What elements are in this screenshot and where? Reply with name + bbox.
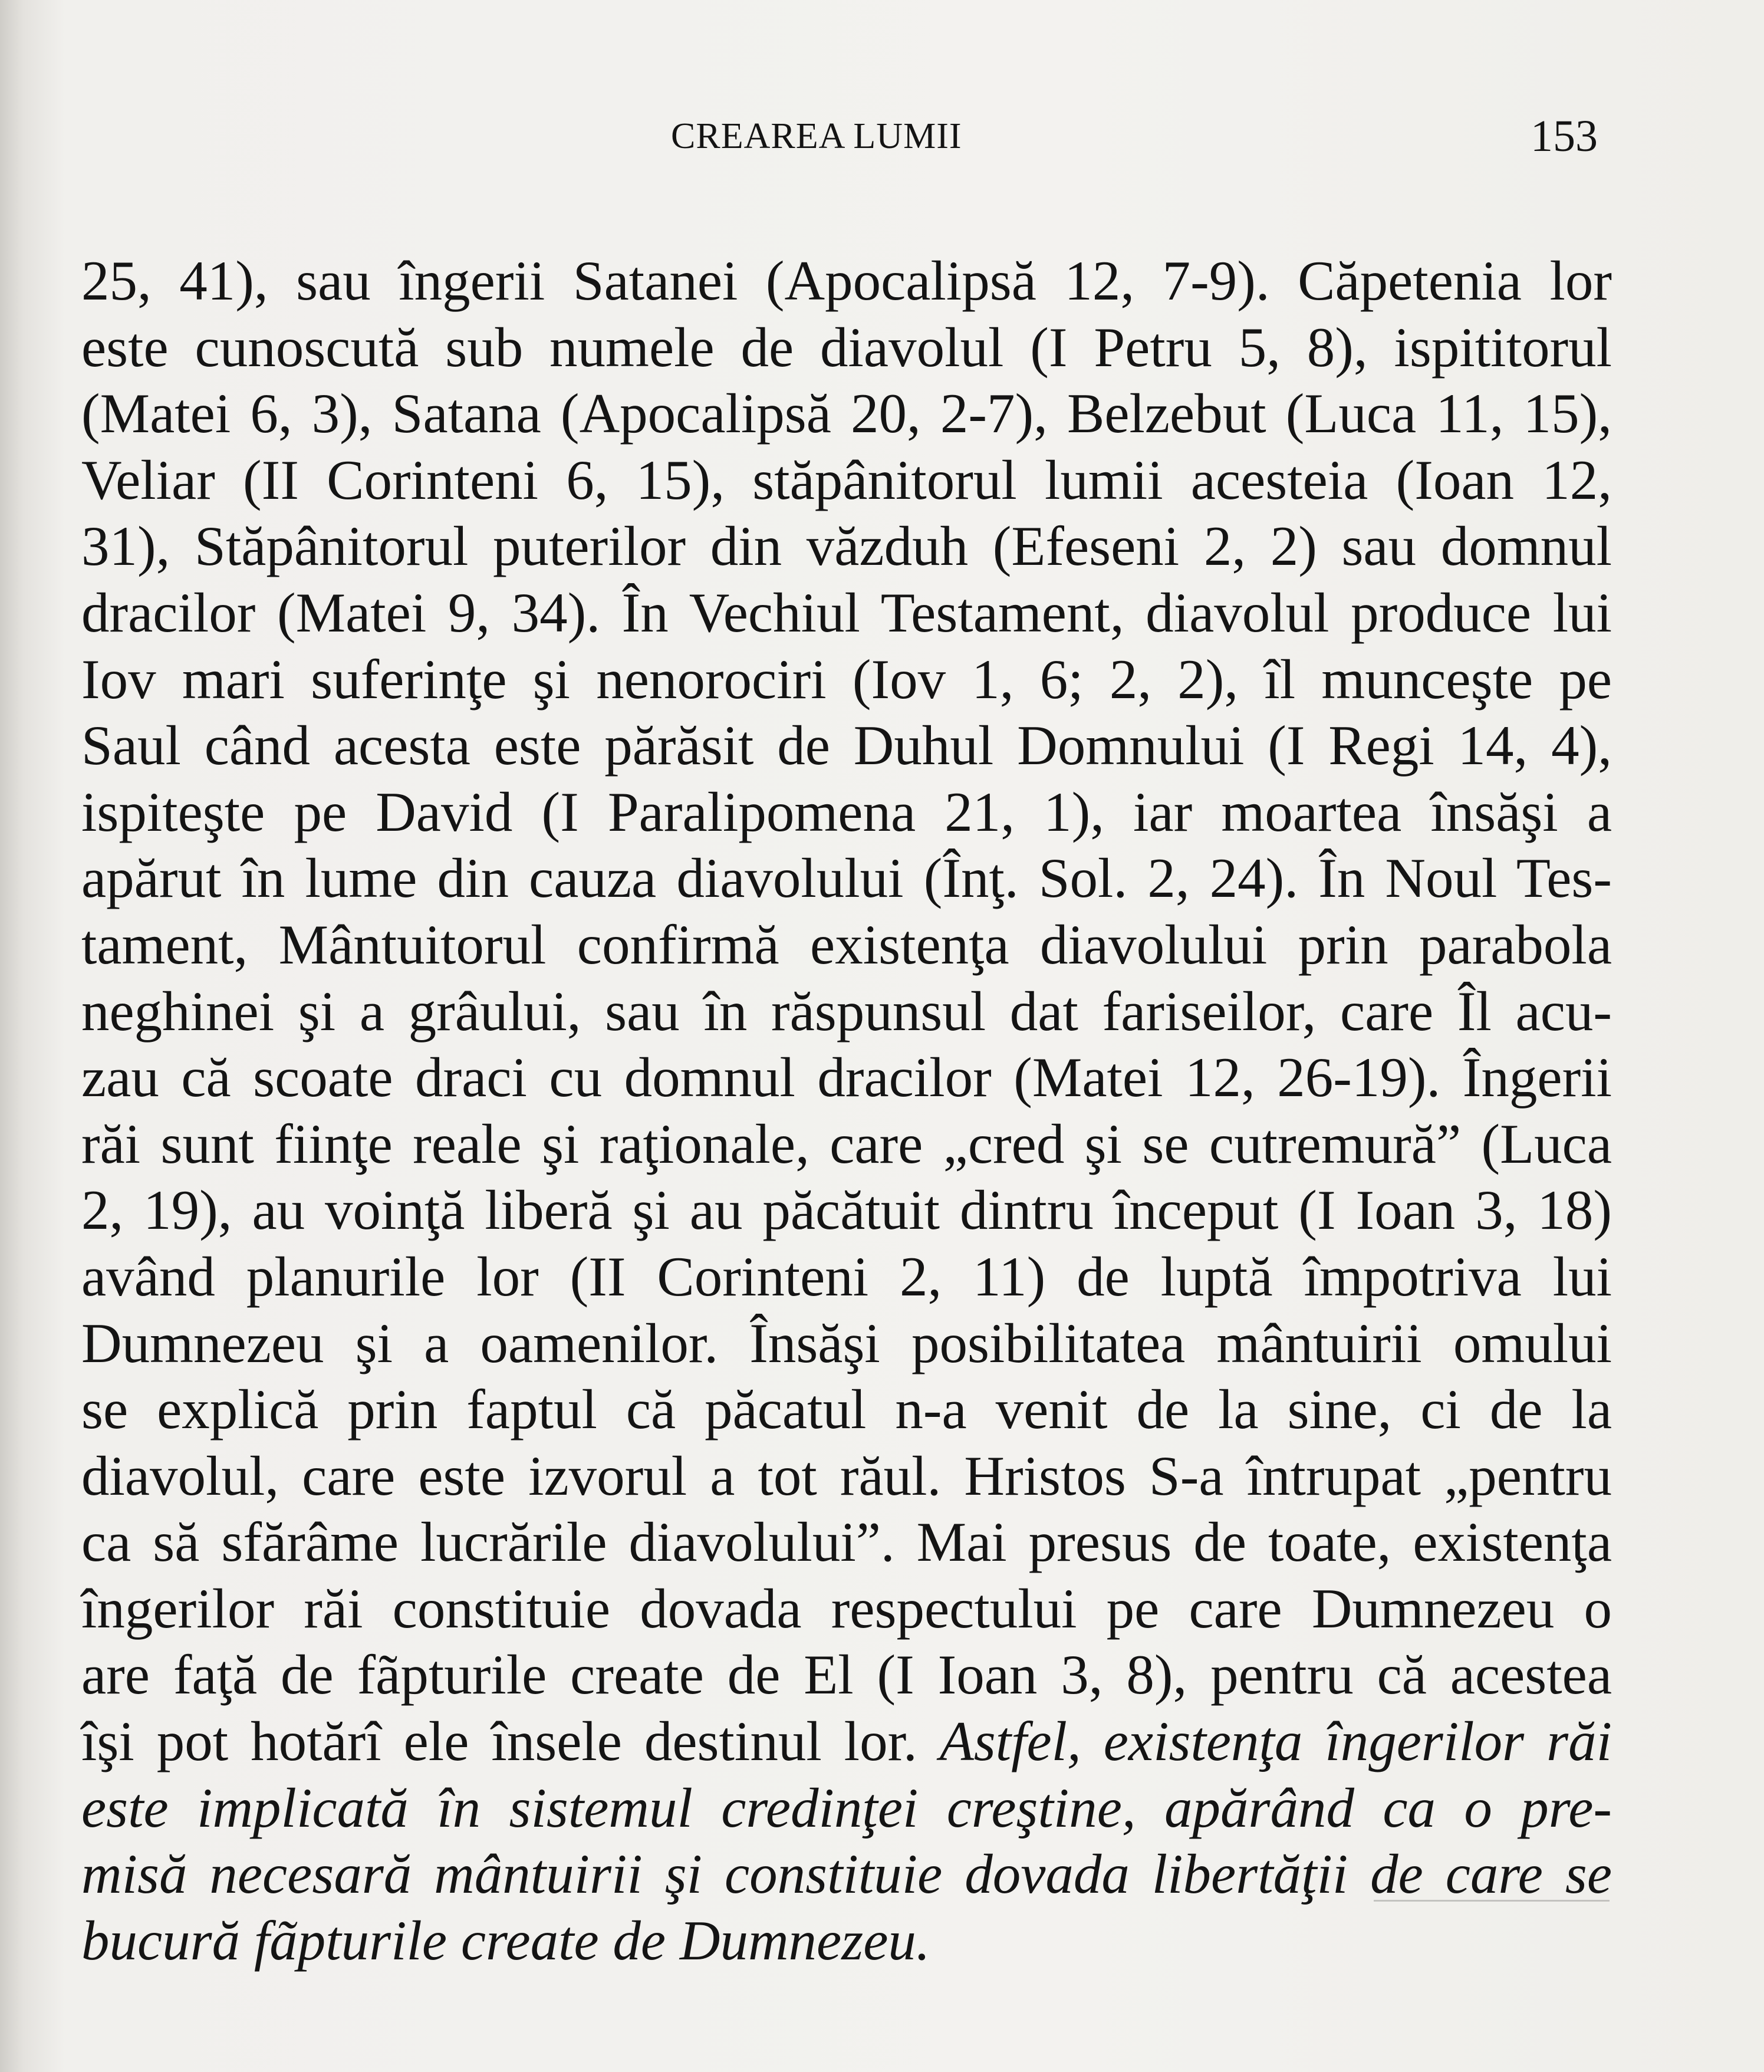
- italic-segment: Astfel, existenţa îngerilor răi: [939, 1710, 1612, 1773]
- text-line: ispiteşte pe David (I Paralipomena 21, 1), iar moartea însăşi a: [81, 780, 1612, 843]
- italic-text-line: bucură fãpturile create de Dumnezeu.: [81, 1909, 930, 1972]
- text-line: Dumnezeu şi a oamenilor. Însăşi posibilitatea mântuirii omului: [81, 1311, 1612, 1374]
- text-line: (Matei 6, 3), Satana (Apocalipsă 20, 2-7), Belzebut (Luca 11, 15),: [81, 382, 1612, 445]
- italic-text-line: misă necesară mântuirii şi constituie dovada libertăţii de care se: [81, 1843, 1612, 1906]
- text-line: neghinei şi a grâului, sau în răspunsul dat fariseilor, care Îl acu-: [81, 979, 1612, 1042]
- text-line: are faţă de fãpturile create de El (I Ioan 3, 8), pentru că acestea: [81, 1643, 1612, 1706]
- text-line: se explică prin faptul că păcatul n-a venit de la sine, ci de la: [81, 1378, 1612, 1441]
- text-line: apărut în lume din cauza diavolului (Înţ. Sol. 2, 24). În Noul Tes-: [81, 847, 1612, 910]
- roman-segment: îşi pot hotărî ele însele destinul lor.: [81, 1710, 917, 1773]
- text-line: îngerilor răi constituie dovada respectului pe care Dumnezeu o: [81, 1577, 1612, 1640]
- text-line: 2, 19), au voinţă liberă şi au păcătuit dintru început (I Ioan 3, 18): [81, 1179, 1612, 1242]
- text-line: este cunoscută sub numele de diavolul (I Petru 5, 8), ispititorul: [81, 315, 1612, 379]
- show-through-header: [513, 112, 524, 154]
- text-line: dracilor (Matei 9, 34). În Vechiul Testament, diavolul produce lui: [81, 581, 1612, 644]
- text-line: tament, Mântuitorul confirmă existenţa diavolului prin parabola: [81, 913, 1612, 976]
- text-line: Saul când acesta este părăsit de Duhul Domnului (I Regi 14, 4),: [81, 714, 1612, 777]
- text-line: răi sunt fiinţe reale şi raţionale, care „cred şi se cutremură” (Luca: [81, 1112, 1612, 1175]
- text-line: 25, 41), sau îngerii Satanei (Apocalipsă 12, 7-9). Căpetenia lor: [81, 249, 1612, 312]
- text-line: ca să sfărâme lucrările diavolului”. Mai presus de toate, existenţa: [81, 1511, 1612, 1574]
- page-number: 153: [1531, 111, 1598, 161]
- running-title: CREAREA LUMII: [671, 116, 962, 156]
- text-line: având planurile lor (II Corinteni 2, 11) de luptă împotriva lui: [81, 1245, 1612, 1308]
- italic-text-line: este implicată în sistemul credinţei creştine, apărând ca o pre-: [81, 1776, 1612, 1839]
- text-line: diavolul, care este izvorul a tot răul. Hristos S-a întrupat „pentru: [81, 1444, 1612, 1507]
- body-paragraph: [81, 248, 1612, 1974]
- text-line: zau că scoate draci cu domnul dracilor (Matei 12, 26-19). Îngerii: [81, 1046, 1612, 1109]
- text-line: Veliar (II Corinteni 6, 15), stăpânitorul lumii acesteia (Ioan 12,: [81, 448, 1612, 511]
- text-line-mixed: [81, 1708, 1612, 1775]
- text-line: 31), Stăpânitorul puterilor din văzduh (Efeseni 2, 2) sau domnul: [81, 515, 1612, 578]
- text-line: Iov mari suferinţe şi nenorociri (Iov 1, 6; 2, 2), îl munceşte pe: [81, 647, 1612, 711]
